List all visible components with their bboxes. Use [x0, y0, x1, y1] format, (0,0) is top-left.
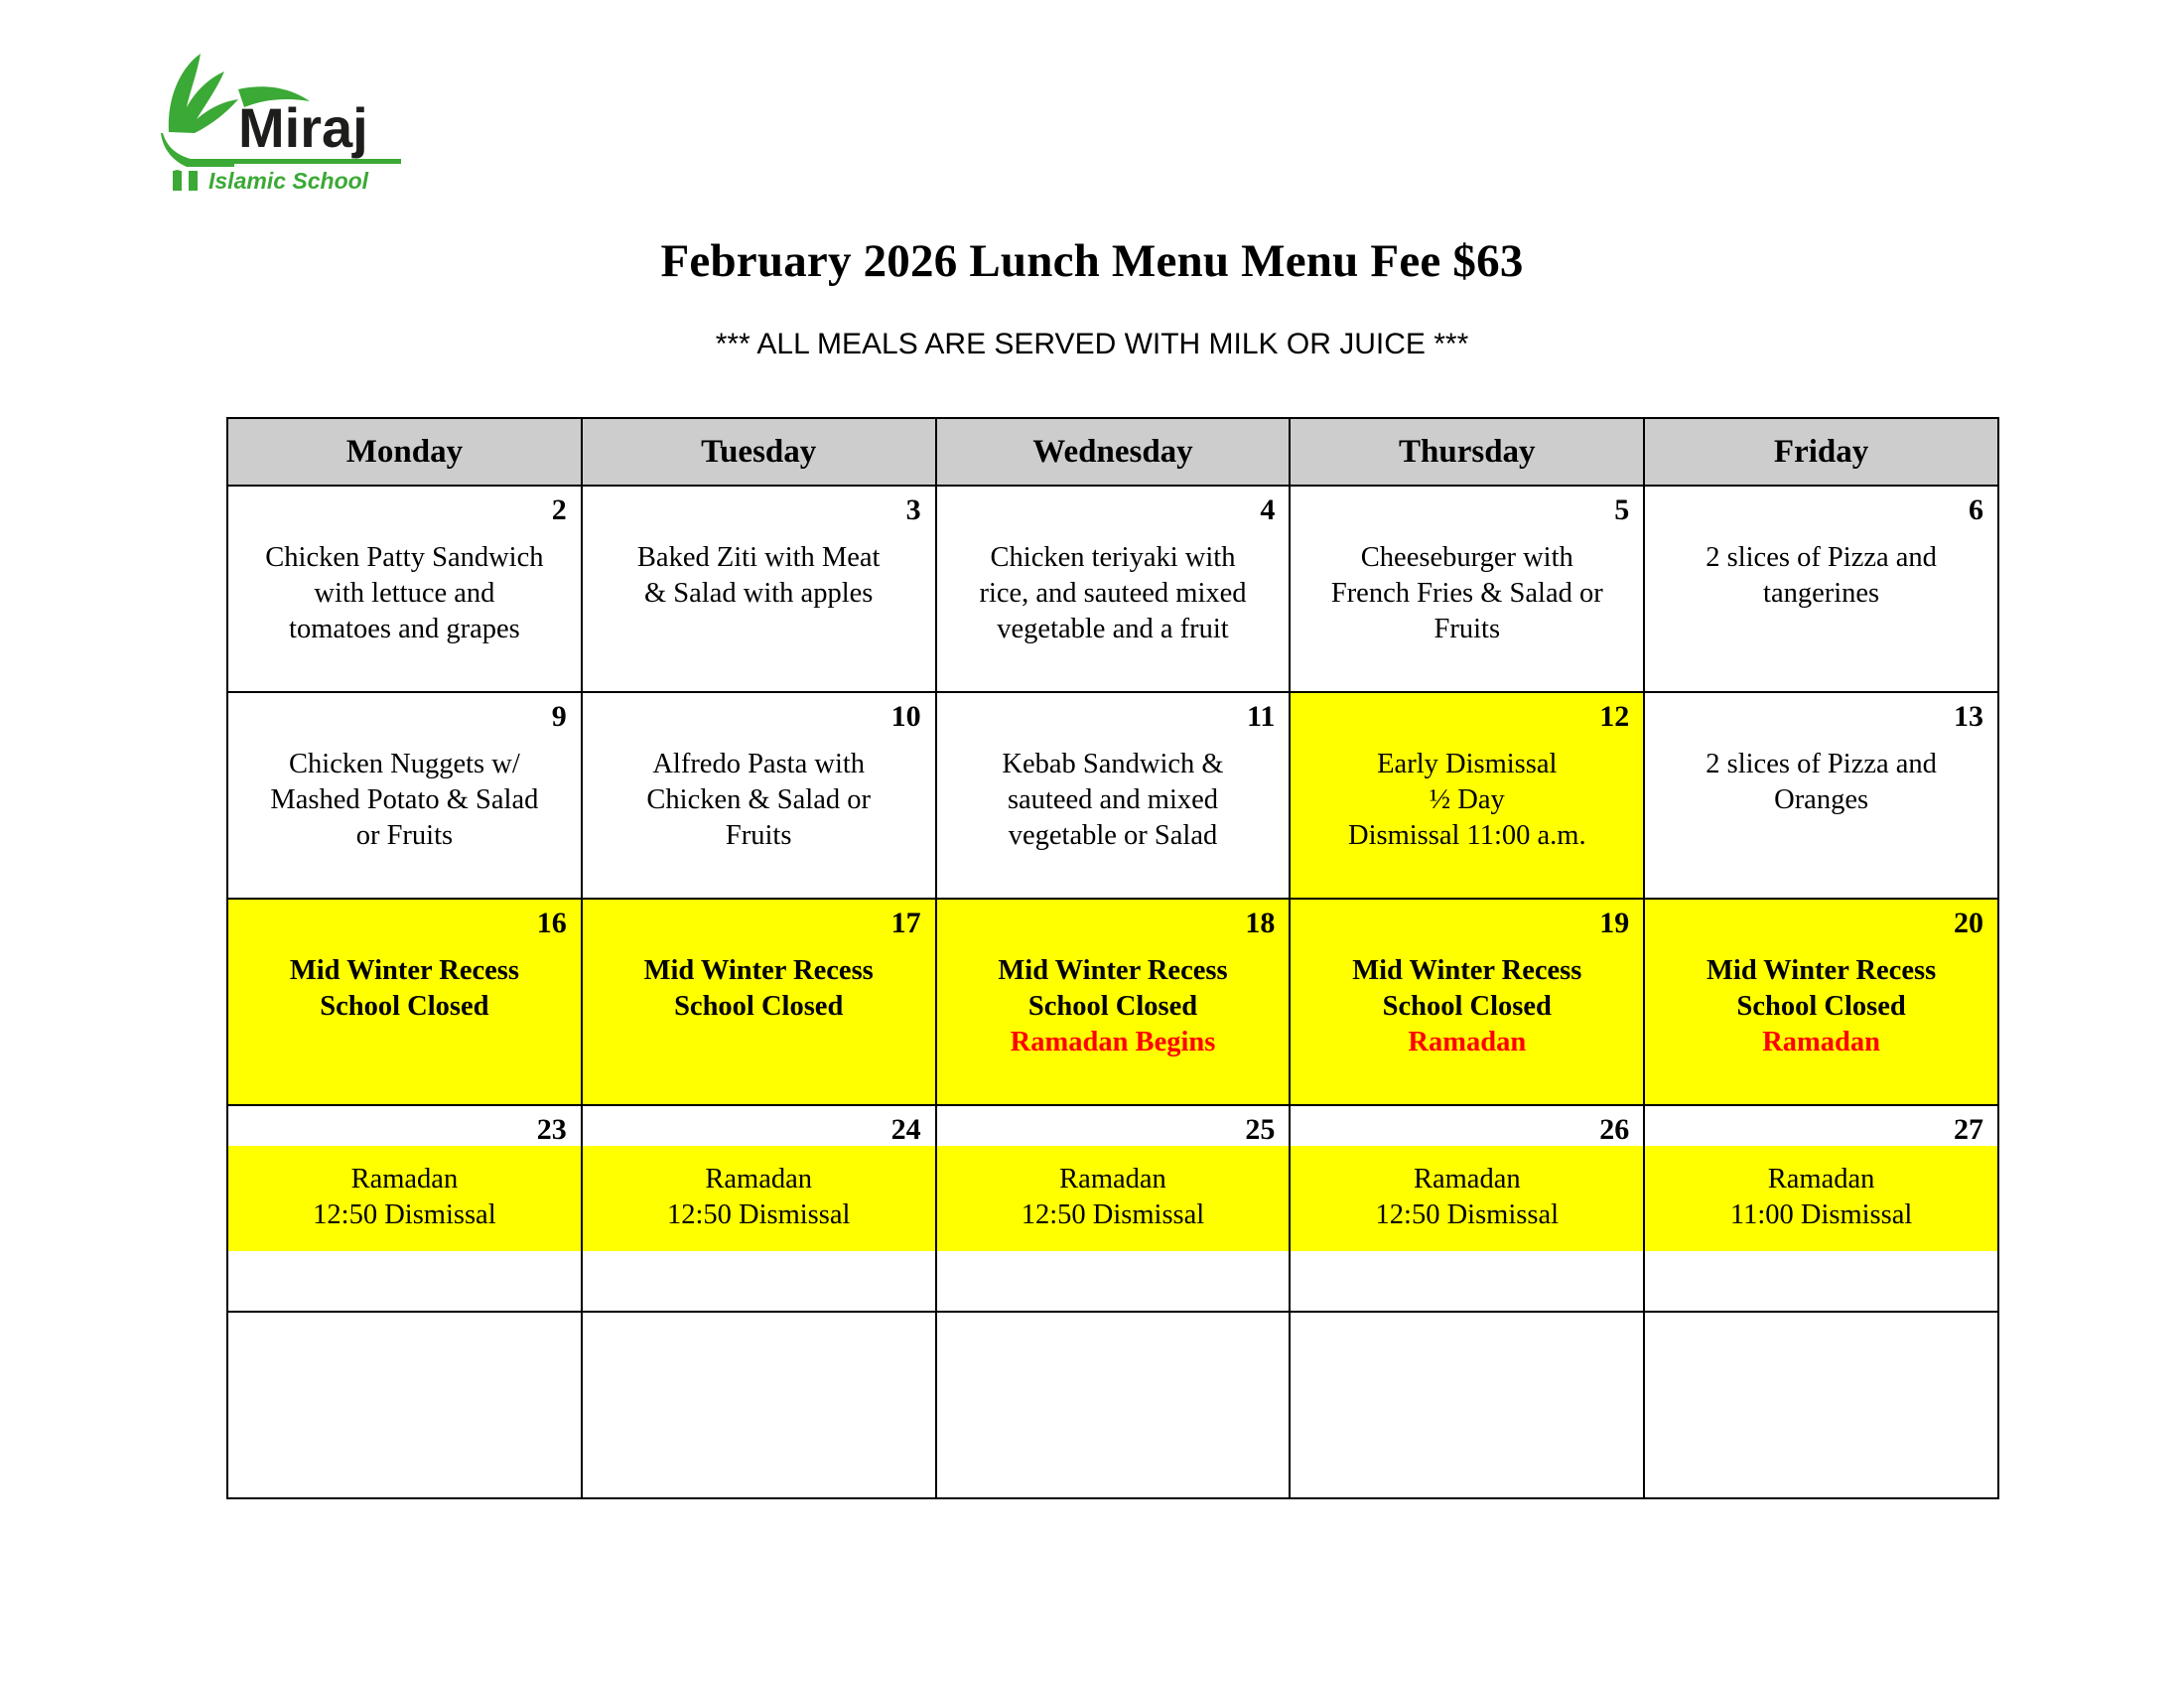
day-content	[583, 526, 935, 612]
calendar-day-cell	[227, 486, 582, 692]
day-content-line: School Closed	[1027, 990, 1198, 1022]
day-number: 12	[1599, 700, 1630, 733]
day-content-line: School Closed	[674, 990, 844, 1022]
day-content-line: 2 slices of Pizza and	[1706, 748, 1937, 779]
day-content-line: & Salad with apples	[644, 577, 874, 609]
day-content	[1645, 1146, 1997, 1251]
day-content	[1291, 1321, 1643, 1335]
day-number: 11	[1247, 700, 1276, 733]
day-number: 4	[1260, 493, 1276, 526]
logo-wordmark: Miraj	[238, 96, 368, 159]
day-number: 2	[551, 493, 567, 526]
day-content-line: French Fries & Salad or	[1330, 577, 1603, 609]
calendar-day-cell	[227, 1105, 582, 1312]
day-content	[1291, 733, 1643, 855]
calendar-day-cell	[582, 486, 936, 692]
day-content-line: Cheeseburger with	[1360, 541, 1573, 573]
day-content-wrap	[937, 939, 1290, 1061]
lunch-menu-calendar	[226, 417, 1999, 1499]
day-content-line: tomatoes and grapes	[289, 613, 520, 644]
day-content-wrap	[1291, 1146, 1643, 1251]
column-header-monday: Monday	[227, 418, 582, 486]
day-content-line: sauteed and mixed	[1007, 783, 1219, 815]
calendar-day-cell	[936, 1105, 1291, 1312]
day-content-line: Fruits	[725, 819, 792, 851]
day-content-line: Dismissal 11:00 a.m.	[1347, 819, 1586, 851]
day-content-line: Mid Winter Recess	[998, 954, 1228, 986]
day-content	[228, 1321, 581, 1335]
day-content-line: Kebab Sandwich &	[1002, 748, 1224, 779]
calendar-day-cell	[1290, 899, 1644, 1105]
day-number	[1645, 1313, 1997, 1321]
day-number: 6	[1969, 493, 1983, 526]
day-content-wrap	[1645, 526, 1997, 612]
calendar-day-cell	[936, 899, 1291, 1105]
day-content-line: School Closed	[320, 990, 489, 1022]
day-number: 16	[536, 907, 567, 939]
day-content-line: Ramadan	[350, 1163, 459, 1195]
day-content-wrap	[228, 1146, 581, 1251]
day-content-wrap	[937, 733, 1290, 855]
calendar-day-cell	[1290, 486, 1644, 692]
day-content-wrap	[1291, 939, 1643, 1061]
day-content	[937, 733, 1290, 855]
day-content-line: Oranges	[1774, 783, 1869, 815]
logo-tagline: Islamic School	[208, 168, 369, 194]
calendar-week-row	[227, 899, 1998, 1105]
day-number: 13	[1954, 700, 1983, 733]
day-content-wrap	[1291, 733, 1643, 855]
day-content-wrap	[1645, 1146, 1997, 1251]
day-content-line: vegetable or Salad	[1008, 819, 1218, 851]
day-content-wrap	[583, 526, 935, 612]
day-number: 5	[1614, 493, 1630, 526]
day-content-line: rice, and sauteed mixed	[979, 577, 1247, 609]
day-number	[228, 1313, 581, 1321]
day-content-line: School Closed	[1382, 990, 1552, 1022]
day-number: 17	[890, 907, 921, 939]
day-number: 10	[890, 700, 921, 733]
day-content-wrap	[228, 733, 581, 855]
calendar-empty-cell	[1644, 1312, 1998, 1498]
day-content	[583, 1321, 935, 1335]
day-content-line: or Fruits	[355, 819, 454, 851]
day-content-wrap	[937, 1321, 1290, 1335]
day-content	[228, 1146, 581, 1251]
calendar-week-row	[227, 486, 1998, 692]
calendar-empty-cell	[227, 1312, 582, 1498]
day-content-wrap	[1291, 526, 1643, 648]
day-content-line: tangerines	[1763, 577, 1880, 609]
day-content	[1645, 939, 1997, 1061]
calendar-day-cell	[936, 692, 1291, 899]
page-subtitle: *** ALL MEALS ARE SERVED WITH MILK OR JUICE ***	[715, 328, 1469, 360]
day-content-line: Ramadan	[705, 1163, 813, 1195]
day-content-wrap	[1645, 733, 1997, 818]
day-content-wrap	[228, 1321, 581, 1335]
column-header-thursday: Thursday	[1290, 418, 1644, 486]
calendar-body	[227, 486, 1998, 1498]
day-number: 25	[1245, 1113, 1276, 1146]
day-number: 3	[905, 493, 921, 526]
day-number: 23	[536, 1113, 567, 1146]
calendar-empty-cell	[582, 1312, 936, 1498]
day-content-line: with lettuce and	[314, 577, 495, 609]
day-content-line: 12:50 Dismissal	[1021, 1198, 1205, 1230]
day-content	[228, 733, 581, 855]
day-content-line: 12:50 Dismissal	[313, 1198, 496, 1230]
day-number	[1291, 1313, 1643, 1321]
day-number: 9	[551, 700, 567, 733]
day-content-line: 11:00 Dismissal	[1729, 1198, 1913, 1230]
calendar-empty-cell	[936, 1312, 1291, 1498]
day-content-line: Baked Ziti with Meat	[636, 541, 881, 573]
calendar-day-cell	[1644, 899, 1998, 1105]
day-content	[1645, 733, 1997, 818]
calendar-day-cell	[582, 1105, 936, 1312]
day-number: 27	[1954, 1113, 1983, 1146]
column-header-friday: Friday	[1644, 418, 1998, 486]
day-number	[583, 1313, 935, 1321]
ramadan-note: Ramadan Begins	[1010, 1026, 1216, 1057]
day-content	[1645, 526, 1997, 612]
day-number	[937, 1313, 1290, 1321]
calendar-day-cell	[1644, 486, 1998, 692]
day-content-line: Early Dismissal	[1377, 748, 1558, 779]
day-content-line: Fruits	[1433, 613, 1501, 644]
day-content	[1645, 1321, 1997, 1335]
school-logo	[139, 38, 407, 216]
day-content-wrap	[583, 1146, 935, 1251]
day-content-wrap	[228, 939, 581, 1025]
day-number: 20	[1954, 907, 1983, 939]
day-content	[583, 939, 935, 1025]
day-content	[937, 526, 1290, 648]
day-content	[583, 1146, 935, 1251]
day-content	[1291, 939, 1643, 1061]
day-content	[1291, 1146, 1643, 1251]
day-content-line: ½ Day	[1429, 783, 1505, 815]
day-content-line: Mid Winter Recess	[1706, 954, 1937, 986]
calendar-week-row	[227, 1312, 1998, 1498]
day-content-line: Ramadan	[1413, 1163, 1521, 1195]
day-content-line: Chicken teriyaki with	[990, 541, 1236, 573]
day-content-line: Chicken Nuggets w/	[289, 748, 520, 779]
day-content-wrap	[583, 1321, 935, 1335]
day-content	[583, 733, 935, 855]
day-content-wrap	[1645, 939, 1997, 1061]
day-number: 24	[890, 1113, 921, 1146]
ramadan-note: Ramadan	[1762, 1026, 1880, 1057]
calendar-day-cell	[1644, 692, 1998, 899]
day-content-line: Mid Winter Recess	[1352, 954, 1582, 986]
column-header-tuesday: Tuesday	[582, 418, 936, 486]
ramadan-note: Ramadan	[1408, 1026, 1527, 1057]
day-content-line: vegetable and a fruit	[997, 613, 1229, 644]
logo-icon	[139, 38, 407, 216]
calendar-empty-cell	[1290, 1312, 1644, 1498]
calendar-day-cell	[582, 899, 936, 1105]
day-content-line: Mid Winter Recess	[643, 954, 874, 986]
calendar-day-cell	[1290, 692, 1644, 899]
day-content-line: Chicken Patty Sandwich	[265, 541, 544, 573]
day-number: 26	[1599, 1113, 1630, 1146]
day-content-line: Ramadan	[1767, 1163, 1875, 1195]
day-content	[1291, 526, 1643, 648]
day-content-line: 2 slices of Pizza and	[1706, 541, 1937, 573]
day-content-line: Chicken & Salad or	[646, 783, 871, 815]
calendar-day-cell	[1290, 1105, 1644, 1312]
day-content-wrap	[583, 733, 935, 855]
day-content	[937, 1146, 1290, 1251]
calendar-header-row	[227, 418, 1998, 486]
day-content-wrap	[228, 526, 581, 648]
day-content-line: Mashed Potato & Salad	[270, 783, 539, 815]
calendar-day-cell	[582, 692, 936, 899]
day-content-wrap	[1291, 1321, 1643, 1335]
day-content-wrap	[937, 1146, 1290, 1251]
day-content-line: Ramadan	[1059, 1163, 1166, 1195]
calendar-week-row	[227, 692, 1998, 899]
calendar-day-cell	[936, 486, 1291, 692]
day-content	[228, 526, 581, 648]
day-content	[228, 939, 581, 1025]
day-content-wrap	[937, 526, 1290, 648]
day-content-wrap	[583, 939, 935, 1025]
day-content-line: 12:50 Dismissal	[666, 1198, 851, 1230]
day-content-line: 12:50 Dismissal	[1375, 1198, 1560, 1230]
day-content-line: Alfredo Pasta with	[652, 748, 866, 779]
day-content-line: Mid Winter Recess	[289, 954, 519, 986]
calendar-day-cell	[227, 899, 582, 1105]
day-content-line: School Closed	[1736, 990, 1906, 1022]
day-content	[937, 1321, 1290, 1335]
day-content	[937, 939, 1290, 1061]
day-number: 19	[1599, 907, 1630, 939]
calendar-day-cell	[1644, 1105, 1998, 1312]
page-title: February 2026 Lunch Menu Menu Fee $63	[660, 235, 1524, 287]
day-number: 18	[1245, 907, 1276, 939]
day-content-wrap	[1645, 1321, 1997, 1335]
calendar-day-cell	[227, 692, 582, 899]
column-header-wednesday: Wednesday	[936, 418, 1291, 486]
calendar-week-row	[227, 1105, 1998, 1312]
